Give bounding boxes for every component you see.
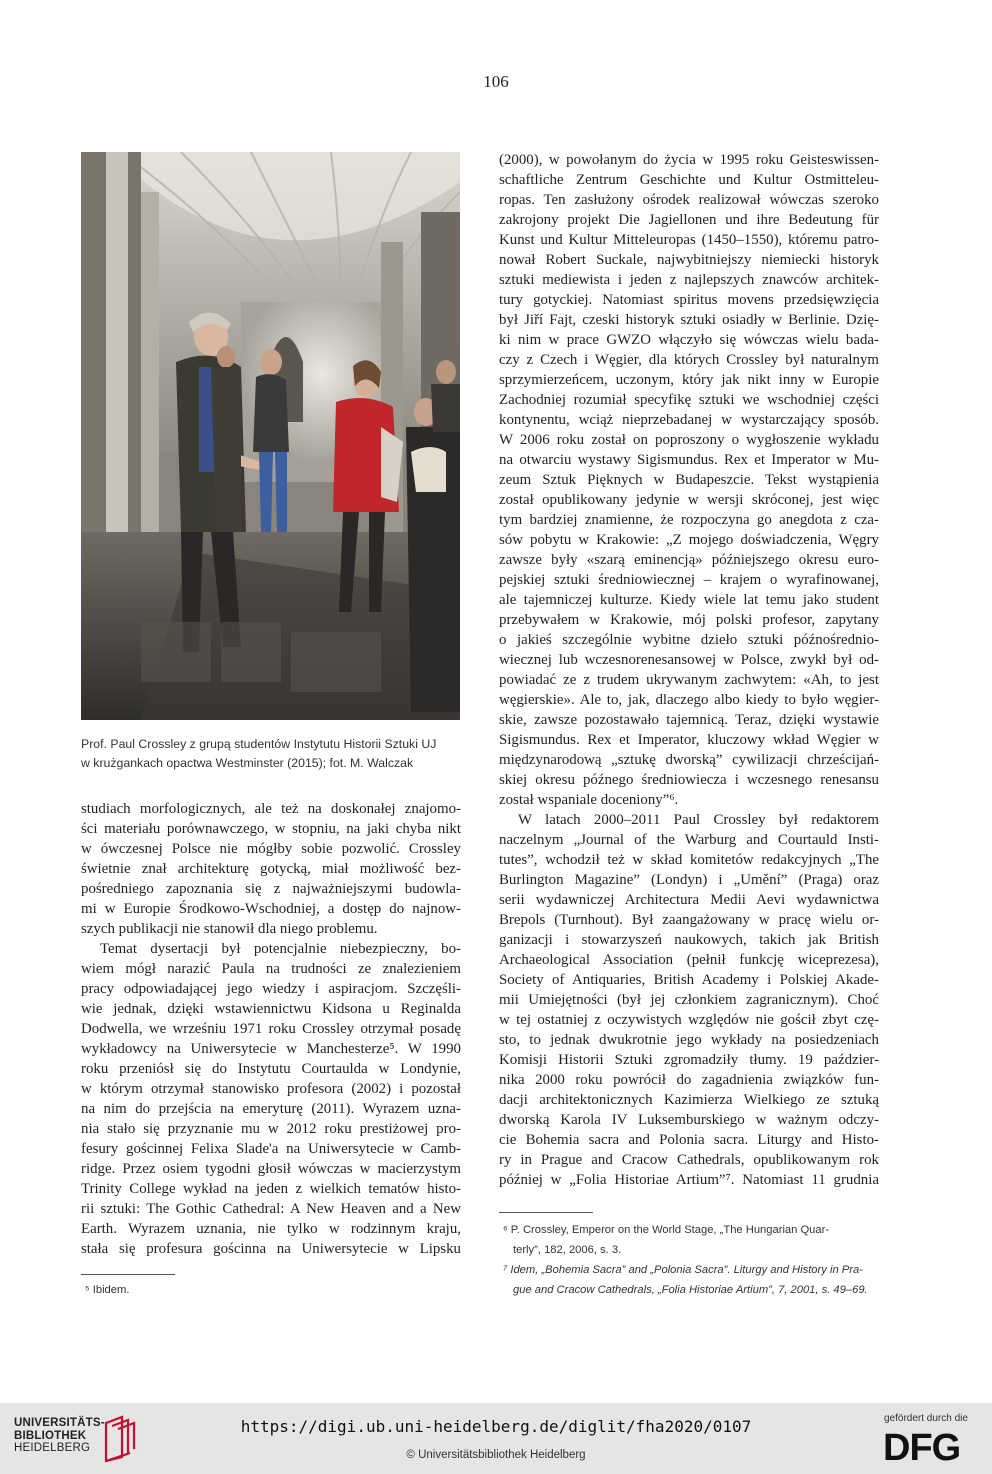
text-line: Burlington Magazine” (Londyn) i „Umění” (Praga) oraz <box>499 872 879 888</box>
text-line: studiach morfologicznych, ale też na doskonałej znajomo- <box>81 801 461 817</box>
photo-caption <box>81 735 463 773</box>
text-line: Society of Antiquaries, British Academy i Polskiej Akade- <box>499 972 879 988</box>
text-line: fesury gościnnej Felixa Slade'a na Uniwersytecie w Camb- <box>81 1141 461 1157</box>
source-url-link[interactable]: https://digi.ub.uni-heidelberg.de/diglit/fha2020/0107 <box>240 1417 752 1436</box>
text-line: W 2006 roku został on poproszony o wygłoszenie wykładu <box>499 432 879 448</box>
text-line: przebywałem w Krakowie, mój polski profesor, zapytany <box>499 612 879 628</box>
text-line: dworską Karola IV Luksemburskiego w ważnym odczy- <box>499 1112 879 1128</box>
text-line: wiem mógł narazić Paula na trudności ze znalezieniem <box>81 961 461 977</box>
text-line: Archaeological Association (pełnił funkcję wiceprezesa), <box>499 952 879 968</box>
text-line: czy z Czech i Węgier, dla których Crossley był naturalnym <box>499 352 879 368</box>
text-line: ropas. Ten zasłużony ośrodek realizował wówczas szeroko <box>499 192 879 208</box>
text-line: Brepols (Turnhout). Był zaangażowany w pracę wielu or- <box>499 912 879 928</box>
text-line: tutes”, wchodził też w skład komitetów redakcyjnych „The <box>499 852 879 868</box>
text-line: nował Robert Suckale, najwybitniejszy niemiecki historyk <box>499 252 879 268</box>
text-line: rii sztuki: The Gothic Cathedral: A New Heaven and a New <box>81 1201 461 1217</box>
text-line: międzynarodową „sztukę dworską” cywilizacji chrześcijań- <box>499 752 879 768</box>
text-line: pracy odpowiadającej jego wiedzy i aspiracjom. Szczęśli- <box>81 981 461 997</box>
text-line: roku przeniósł się do Instytutu Courtaulda w Londynie, <box>81 1061 461 1077</box>
copyright-text: © Universitätsbibliothek Heidelberg <box>406 1449 586 1461</box>
text-line: dacji architektonicznych Kazimierza Wielkiego ze sztuką <box>499 1092 879 1108</box>
text-line: na otwarciu wystawy Sigismundus. Rex et Imperator w Mu- <box>499 452 879 468</box>
dfg-logo-text: DFG <box>883 1427 961 1465</box>
footer-bar <box>0 1403 992 1474</box>
caption-line: w krużgankach opactwa Westminster (2015); fot. M. Walczak <box>81 756 414 770</box>
footnote: terly”, 182, 2006, s. 3. <box>513 1244 622 1256</box>
text-line: skie, zawsze pozostawało tajemnicą. Teraz, dzięki wystawie <box>499 712 879 728</box>
text-line: w ówczesnej Polsce nie mógłby sobie pozwolić. Crossley <box>81 841 461 857</box>
text-line: powiadać ze z trudem ukrywanym zachwytem: «Ah, to jest <box>499 672 879 688</box>
text-line: zakrojony projekt Die Jagiellonen und ihre Bedeutung für <box>499 212 879 228</box>
text-line: nika 2000 roku powrócił do zagadnienia związków fun- <box>499 1072 879 1088</box>
cloister-photo <box>81 152 460 720</box>
text-line: mi w Europie Środkowo-Wschodniej, a dostęp do najnow- <box>81 901 461 917</box>
text-line: W latach 2000–2011 Paul Crossley był redaktorem <box>518 812 879 828</box>
text-line: wykładowcy na Uniwersytecie w Manchesterze⁵. W 1990 <box>81 1041 461 1057</box>
text-line: naczelnym „Journal of the Warburg and Courtauld Insti- <box>499 832 879 848</box>
text-line: ale tajemniczej kulturze. Kiedy wiele lat temu jako student <box>499 592 879 608</box>
text-line: wie jednak, dzięki wstawiennictwu Kidsona u Reginalda <box>81 1001 461 1017</box>
text-line: Dodwella, we wrześniu 1971 roku Crossley otrzymał posadę <box>81 1021 461 1037</box>
text-line: zawsze były «szarą eminencją» późniejszego okresu euro- <box>499 552 879 568</box>
text-line: został opublikowany jedynie w wersji skróconej, jest więc <box>499 492 879 508</box>
caption-line: Prof. Paul Crossley z grupą studentów Instytutu Historii Sztuki UJ <box>81 737 437 751</box>
text-line: świetnie znał architekturę gotycką, miał możliwość bez- <box>81 861 461 877</box>
text-line: o jakieś szczególnie wybitne dzieło sztuki późnośrednio- <box>499 632 879 648</box>
text-line: Earth. Wyrazem uznania, nie tylko w rodzinnym kraju, <box>81 1221 461 1237</box>
text-line: ganizacji i stowarzyszeń naukowych, takich jak British <box>499 932 879 948</box>
text-line: Komisji Historii Sztuki zgromadziły tłumy. 19 paździer- <box>499 1052 879 1068</box>
text-line: tury gotyckiej. Natomiast spiritus movens przedsięwzięcia <box>499 292 879 308</box>
footnote: ⁶ P. Crossley, Emperor on the World Stage, „The Hungarian Quar- <box>503 1224 830 1236</box>
text-line: w którym otrzymał stanowisko profesora (2002) i pozostał <box>81 1081 461 1097</box>
text-line: wiecznej lub wczesnorenesansowej w Polsce, zwykł był od- <box>499 652 879 668</box>
footnotes-left <box>81 1280 461 1300</box>
text-line: w tej ostatniej z oczywistych względów nie gościł zbyt czę- <box>499 1012 879 1028</box>
text-line: stała się profesura gościnna na Uniwersytecie w Lipsku <box>81 1241 461 1257</box>
text-line: tym bardziej znamienne, że rozpoczyna go anegdota z cza- <box>499 512 879 528</box>
text-line: ridge. Przez osiem tygodni głosił wówczas w macierzystym <box>81 1161 461 1177</box>
text-line: sprzymierzeńcem, uczonym, który jak nikt inny w Europie <box>499 372 879 388</box>
text-line: Kunst und Kultur Mitteleuropas (1450–1550), któremu patro- <box>499 232 879 248</box>
right-column-text <box>499 150 879 1190</box>
footnote: gue and Cracow Cathedrals, „Folia Historiae Artium”, 7, 2001, s. 49–69. <box>513 1284 868 1296</box>
text-line: pejskiej sztuki średniowiecznej – krajem o wyrafinowanej, <box>499 572 879 588</box>
funding-label: gefördert durch die <box>884 1413 968 1424</box>
text-line: skiej okresu późnego średniowiecza i wczesnego renesansu <box>499 772 879 788</box>
footnotes-right <box>499 1220 884 1300</box>
text-line: węgierskie». Ale to, jak, dlaczego albo kiedy to było węgier- <box>499 692 879 708</box>
text-line: sto, to jednak dwukrotnie jego wykłady na posiedzeniach <box>499 1032 879 1048</box>
text-line: ki nim w prace GWZO włączyło się wówczas wielu bada- <box>499 332 879 348</box>
footnote-rule <box>499 1212 593 1213</box>
text-line: (2000), w powołanym do życia w 1995 roku Geisteswissen- <box>499 152 879 168</box>
text-line: pośredniego zapoznania się z najważniejszymi budowla- <box>81 881 461 897</box>
text-line: Trinity College wykład na jeden z wielkich tematów histo- <box>81 1181 461 1197</box>
page-number: 106 <box>483 72 509 91</box>
text-line: kontynentu, wciąż nieprzebadanej w wystarczający sposób. <box>499 412 879 428</box>
text-line: był Jiří Fajt, czeski historyk sztuki osiadły w Berlinie. Dzię- <box>499 312 879 328</box>
text-line: Temat dysertacji był potencjalnie niebezpieczny, bo- <box>100 941 461 957</box>
text-line: na nim do przejścia na emeryturę (2011). Wyrazem uzna- <box>81 1101 461 1117</box>
dfg-logo-icon[interactable] <box>883 1427 979 1465</box>
logo-line: UNIVERSITÄTS- <box>14 1417 105 1429</box>
logo-line: HEIDELBERG <box>14 1442 91 1454</box>
text-line: zeum Sztuk Pięknych w Budapeszcie. Tekst wystąpienia <box>499 472 879 488</box>
text-line: serii wydawniczej Architectura Medii Aevi wydawnictwa <box>499 892 879 908</box>
text-line: nia stało się przyznanie mu w 2012 roku prestiżowej pro- <box>81 1121 461 1137</box>
text-line: schaftliche Zentrum Geschichte und Kultur Ostmitteleu- <box>499 172 879 188</box>
footnote: ⁵ Ibidem. <box>85 1284 130 1296</box>
text-line: sztuki mediewista i jeden z najlepszych znawców architek- <box>499 272 879 288</box>
text-line: został wspaniale doceniony”⁶. <box>499 792 679 808</box>
left-column-text <box>81 799 461 1259</box>
text-line: Zachodniej rozumiał specyfikę sztuki we wschodniej części <box>499 392 879 408</box>
text-line: Sigismundus. Rex et Imperator, kluczowy wkład Węgier w <box>499 732 879 748</box>
footnote: ⁷ Idem, „Bohemia Sacra” and „Polonia Sacra”. Liturgy and History in Pra- <box>503 1264 863 1276</box>
text-line: szych publikacji nie stanowił dla niego problemu. <box>81 921 378 937</box>
logo-line: BIBLIOTHEK <box>14 1429 87 1442</box>
text-line: ści materiału porównawczego, w stopniu, na jaki chyba nikt <box>81 821 461 837</box>
text-line: mii Umiejętności (był jej członkiem zagranicznym). Choć <box>499 992 879 1008</box>
text-line: ry in Prague and Cracow Cathedrals, opublikowanym rok <box>499 1152 879 1168</box>
text-line: sów pobytu w Krakowie: „Z mojego doświadczenia, Węgry <box>499 532 879 548</box>
footnote-rule <box>81 1274 175 1275</box>
text-line: później w „Folia Historiae Artium”⁷. Natomiast 11 grudnia <box>499 1172 879 1188</box>
text-line: cie Bohemia sacra and Polonia sacra. Liturgy and Histo- <box>499 1132 879 1148</box>
